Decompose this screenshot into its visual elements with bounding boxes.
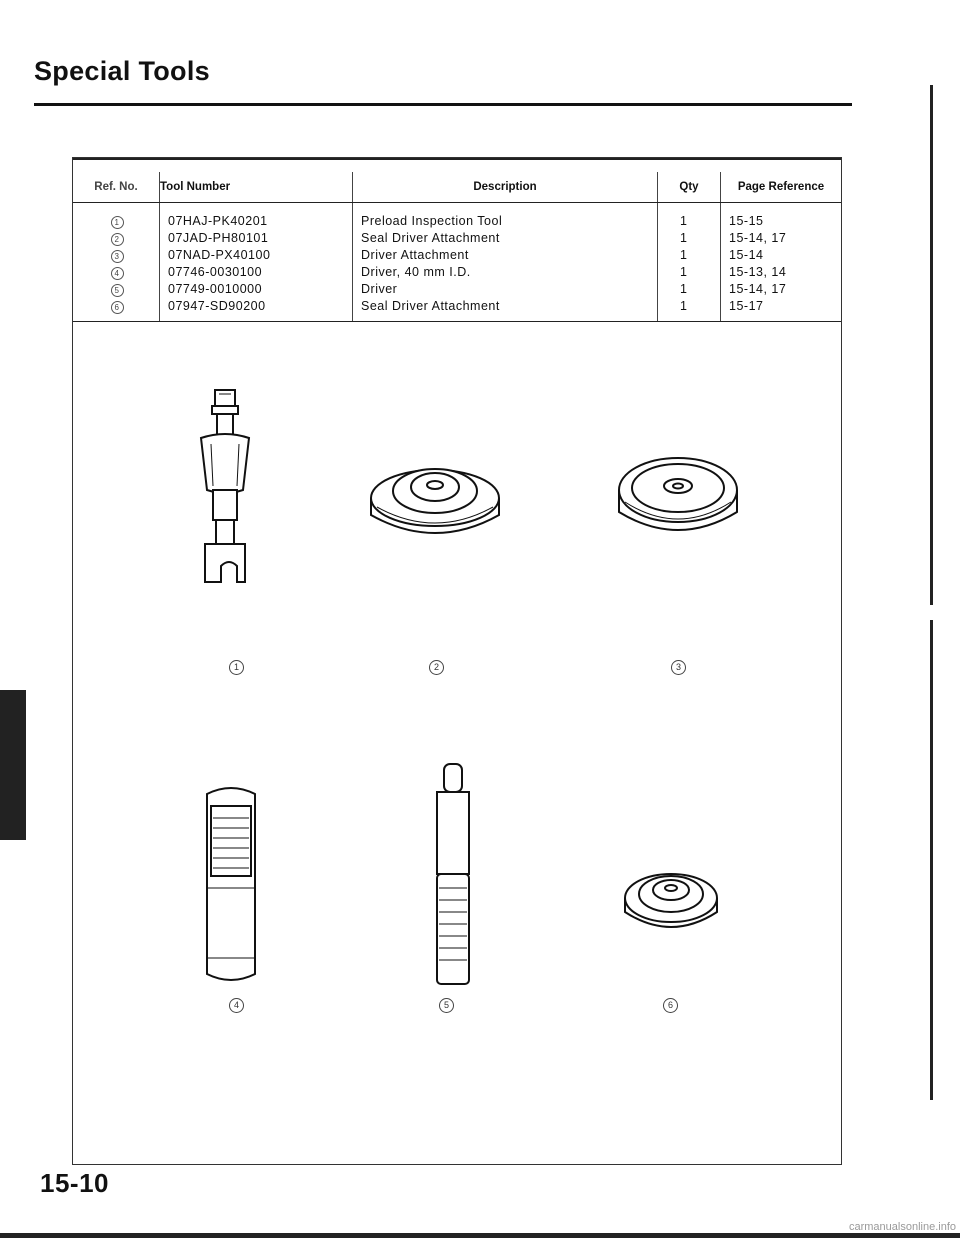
tool-description: Preload Inspection Tool [361,214,503,228]
watermark: carmanualsonline.info [848,1221,956,1233]
header-page-reference: Page Reference [721,172,842,203]
header-qty: Qty [658,172,721,203]
tool-number-cell [160,203,353,322]
tool-description: Seal Driver Attachment [361,231,500,245]
driver-40mm-id-illustration [201,778,261,998]
page-reference-cell [721,203,842,322]
page-reference: 15-14, 17 [729,231,787,245]
title-rule [34,103,852,106]
ref-circle: 3 [111,250,124,263]
tool-description: Driver, 40 mm I.D. [361,265,471,279]
ref-circle: 2 [111,233,124,246]
tools-frame [72,157,842,1165]
ref-no-cell [73,203,160,322]
label-circle: 1 [229,660,244,675]
preload-inspection-tool-illustration [191,386,261,606]
seal-driver-attachment-illustration [365,453,505,553]
ref-circle: 4 [111,267,124,280]
page-reference: 15-14 [729,248,764,262]
ref-circle: 1 [111,216,124,229]
tool-qty: 1 [680,265,688,279]
tool-description: Seal Driver Attachment [361,299,500,313]
tool-qty: 1 [680,214,688,228]
header-tool-number: Tool Number [160,172,353,203]
section-tab-marker [0,690,26,840]
driver-illustration [429,758,479,998]
label-circle: 5 [439,998,454,1013]
tool-qty: 1 [680,299,688,313]
seal-driver-attachment-small-illustration [621,858,721,948]
label-circle: 3 [671,660,686,675]
frame-top-rule [73,158,841,160]
tool-qty: 1 [680,231,688,245]
tool-number: 07NAD-PX40100 [168,248,271,262]
tool-qty: 1 [680,248,688,262]
tool-number: 07JAD-PH80101 [168,231,269,245]
page-reference: 15-15 [729,214,764,228]
header-description: Description [353,172,658,203]
ref-circle: 6 [111,301,124,314]
label-circle: 4 [229,998,244,1013]
ref-circle: 5 [111,284,124,297]
tool-number: 07HAJ-PK40201 [168,214,268,228]
label-circle: 2 [429,660,444,675]
driver-attachment-illustration [613,440,743,550]
tool-description: Driver Attachment [361,248,469,262]
description-cell [353,203,658,322]
table-header-row [73,172,841,203]
bottom-rule [0,1233,960,1238]
special-tools-table [73,172,841,322]
page-reference: 15-17 [729,299,764,313]
tool-number: 07749-0010000 [168,282,263,296]
page-title: Special Tools [34,56,210,86]
page-reference: 15-13, 14 [729,265,787,279]
tool-description: Driver [361,282,398,296]
tool-number: 07746-0030100 [168,265,263,279]
table-row [73,203,841,322]
label-circle: 6 [663,998,678,1013]
page-number: 15-10 [40,1168,109,1198]
tool-number: 07947-SD90200 [168,299,266,313]
binding-edge-line [930,620,933,1100]
tool-qty: 1 [680,282,688,296]
page-reference: 15-14, 17 [729,282,787,296]
header-ref-no: Ref. No. [73,172,160,203]
binding-edge-line [930,85,933,605]
qty-cell [658,203,721,322]
